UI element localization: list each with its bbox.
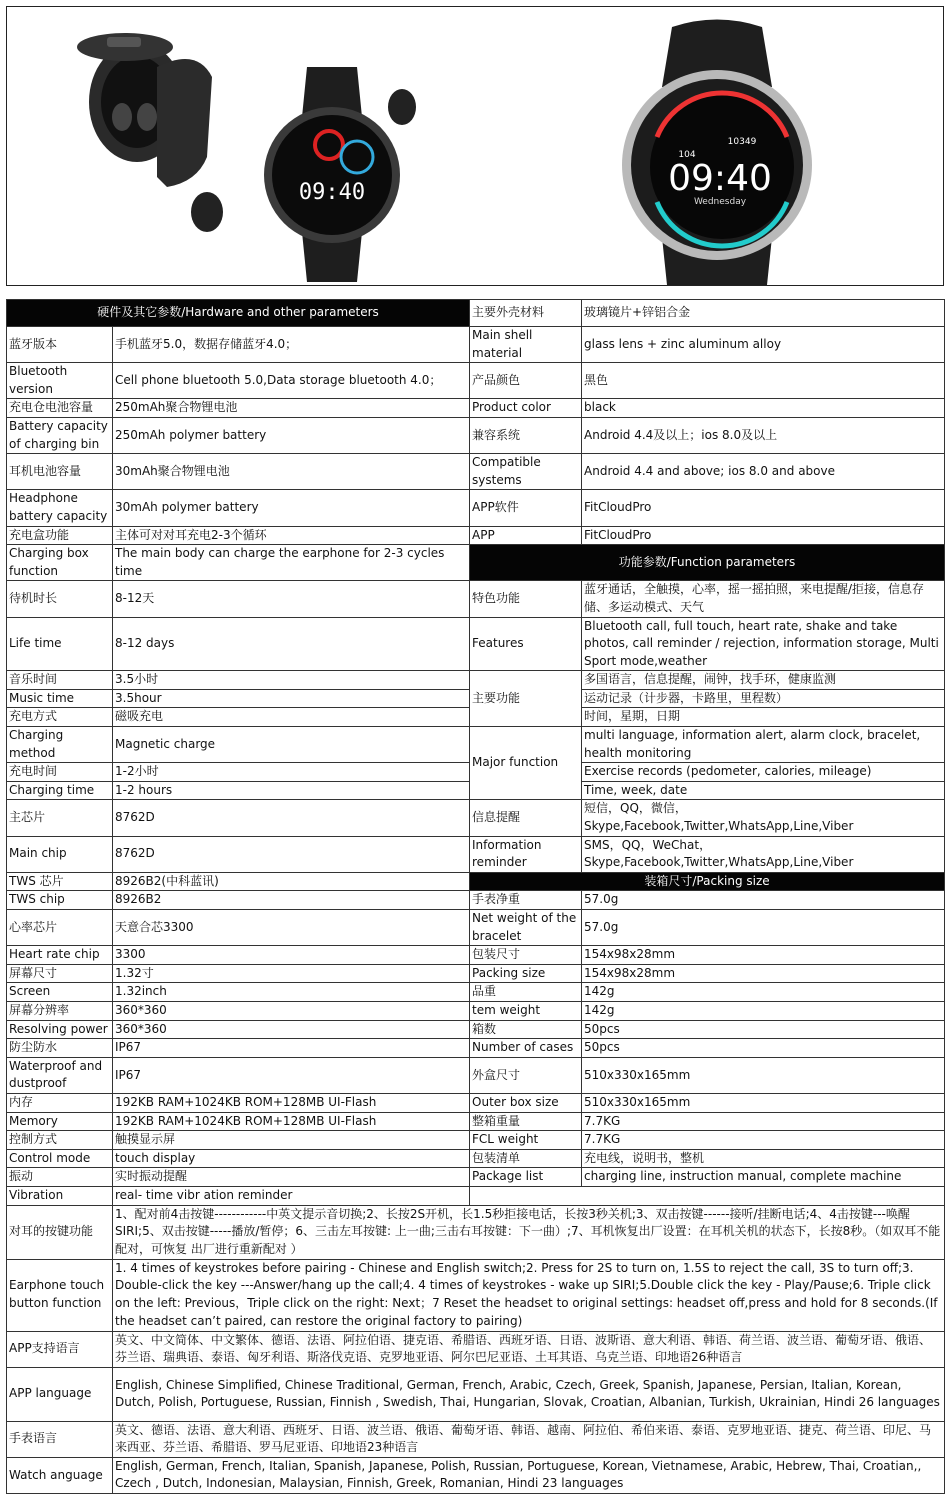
row-value: 8-12 days [113,617,470,671]
row-value: 3.5小时 [113,671,470,690]
row-label: 整箱重量 [470,1112,582,1131]
row-value: 1、配对前4击按键------------中英文提示音切换;2、长按2S开机，长1.5秒拒接电话，长按3秒关机;3、双击按键------接听/挂断电话;4、4击按键---唤醒SIRI;5、双击按键-----播放/暂停；6、三击左耳按键: 上一曲;三击右耳按键：下一曲）;7、耳机恢复出厂设置：在耳机关机的状态下，长按8秒。（如双耳不能配对，可恢复 出厂进行重新配对 ） [113,1205,945,1259]
row-value: Time, week, date [582,781,945,800]
photo-watch-front [472,7,943,285]
row-label: APP支持语言 [7,1331,113,1367]
heart-rate-readout: 104 [678,150,696,160]
steps-readout: 10349 [727,137,757,147]
table-row [7,1149,945,1168]
row-value: Cell phone bluetooth 5.0,Data storage bluetooth 4.0； [113,363,470,399]
row-label: Features [470,617,582,671]
row-value: 手机蓝牙5.0，数据存储蓝牙4.0； [113,327,470,363]
row-label: Headphone battery capacity [7,490,113,526]
row-value: 250mAh聚合物锂电池 [113,399,470,418]
row-value: 142g [582,983,945,1002]
table-row [7,581,945,617]
row-label: 充电仓电池容量 [7,399,113,418]
row-value: 1-2小时 [113,763,470,782]
row-value: 360*360 [113,1020,470,1039]
row-label: 包装清单 [470,1149,582,1168]
row-value: 实时振动提醒 [113,1168,470,1187]
row-label: Product color [470,399,582,418]
row-value: 7.7KG [582,1131,945,1150]
row-label: 防尘防水 [7,1039,113,1058]
row-label: 控制方式 [7,1131,113,1150]
row-value: 8762D [113,800,470,836]
row-value: 50pcs [582,1020,945,1039]
row-label: Music time [7,689,113,708]
row-value: charging line, instruction manual, complete machine [582,1168,945,1187]
row-label: 耳机电池容量 [7,454,113,490]
table-row [7,617,945,671]
row-label: Life time [7,617,113,671]
row-label: Charging time [7,781,113,800]
row-value: 510x330x165mm [582,1093,945,1112]
row-value: 磁吸充电 [113,708,470,727]
row-value: glass lens + zinc aluminum alloy [582,327,945,363]
row-label: Battery capacity of charging bin [7,417,113,453]
row-label: 内存 [7,1093,113,1112]
row-label: Main shell material [470,327,582,363]
row-label: Net weight of the bracelet [470,910,582,946]
row-value: 1. 4 times of keystrokes before pairing - Chinese and English switch;2. Press for 2S to turn on, 1.5S to reject the call, 3S to turn off;3. Double-click the key ---Answer/hang up the call;4. 4 times of keystrokes - wake up SIRI;5.Double click the key - Play/Pause;6. Triple click on the left: Previous，Triple click on the right: Next；7 Reset the headset to original settings: headset off,press and hold for 8 seconds.(If the headset can’t paired, can restore the original factory to pairing) [113,1259,945,1331]
table-row [7,671,945,690]
table-row [7,1457,945,1493]
row-label: 屏幕尺寸 [7,964,113,983]
row-label: 主芯片 [7,800,113,836]
main-watch-image [264,67,400,282]
table-row [7,910,945,946]
product-photos [6,6,944,286]
left-watch-time: 09:40 [298,180,366,205]
row-label: Screen [7,983,113,1002]
row-label: Vibration [7,1186,113,1205]
row-label: 充电方式 [7,708,113,727]
row-label: Package list [470,1168,582,1187]
row-label: 充电盒功能 [7,526,113,545]
row-label: 对耳的按键功能 [7,1205,113,1259]
row-value: SMS，QQ，WeChat，Skype,Facebook,Twitter,WhatsApp,Line,Viber [582,836,945,872]
table-row [7,1168,945,1187]
table-row [7,399,945,418]
row-label: FCL weight [470,1131,582,1150]
row-label: APP language [7,1367,113,1421]
row-value: 360*360 [113,1001,470,1020]
row-value: 英文、中文简体、中文繁体、德语、法语、阿拉伯语、捷克语、希腊语、西班牙语、日语、波斯语、意大利语、韩语、荷兰语、波兰语、葡萄牙语、俄语、芬兰语、瑞典语、泰语、匈牙利语、斯洛伐克语、克罗地亚语、阿尔巴尼亚语、土耳其语、乌克兰语、印地语26种语言 [113,1331,945,1367]
row-value: 7.7KG [582,1112,945,1131]
row-value: 充电线，说明书，整机 [582,1149,945,1168]
row-label: Charging box function [7,545,113,581]
table-row [7,964,945,983]
row-value: Bluetooth call, full touch, heart rate, shake and take photos, call reminder / rejection, information storage, Multi Sport mode,weather [582,617,945,671]
row-value: multi language, information alert, alarm clock, bracelet, health monitoring [582,727,945,763]
row-value: IP67 [113,1057,470,1093]
row-label: APP软件 [470,490,582,526]
row-label: TWS 芯片 [7,872,113,891]
right-watch-time: 09:40 [668,158,772,199]
row-value: 8926B2 [113,891,470,910]
row-label: Information reminder [470,836,582,872]
table-row [7,800,945,836]
row-label: APP [470,526,582,545]
row-value: Magnetic charge [113,727,470,763]
row-label: 兼容系统 [470,417,582,453]
table-row [7,545,945,581]
row-value: 8762D [113,836,470,872]
row-value: 1-2 hours [113,781,470,800]
row-value: 主体可对对耳充电2-3个循环 [113,526,470,545]
table-row [7,1367,945,1421]
table-row [7,417,945,453]
row-label: 包装尺寸 [470,946,582,965]
row-label: Number of cases [470,1039,582,1058]
table-row [7,490,945,526]
row-value: 154x98x28mm [582,964,945,983]
row-value: FitCloudPro [582,490,945,526]
row-value: FitCloudPro [582,526,945,545]
row-value: 多国语言，信息提醒，闹钟，找手环，健康监测 [582,671,945,690]
table-row [7,454,945,490]
row-value: English, Chinese Simplified, Chinese Traditional, German, French, Arabic, Czech, Greek, Spanish, Japanese, Persian, Italian, Korean, Dutch, Polish, Portuguese, Russian, Finnish , Swedish, Thai, Hungarian, Slovak, Croatian, Albanian, Turkish, Ukrainian, Hindi 26 languages [113,1367,945,1421]
row-value: 154x98x28mm [582,946,945,965]
row-label: 特色功能 [470,581,582,617]
row-value: 1.32inch [113,983,470,1002]
row-label: 待机时长 [7,581,113,617]
table-row [7,1112,945,1131]
open-watch-image [77,33,212,187]
row-value: English, German, French, Italian, Spanish, Japanese, Polish, Russian, Portuguese, Korean, Vietnamese, Arabic, Hebrew, Thai, Croatian,, Czech , Dutch, Indonesian, Malaysian, Finnish, Greek, Romanian, Hindi 23 languages [113,1457,945,1493]
row-value: 510x330x165mm [582,1057,945,1093]
row-label: 产品颜色 [470,363,582,399]
row-value: 57.0g [582,910,945,946]
row-label: Charging method [7,727,113,763]
row-value: 运动记录（计步器，卡路里，里程数） [582,689,945,708]
row-label: 音乐时间 [7,671,113,690]
table-row [7,872,945,891]
row-label: Heart rate chip [7,946,113,965]
table-row [7,1331,945,1367]
row-value: Android 4.4及以上；ios 8.0及以上 [582,417,945,453]
row-label: TWS chip [7,891,113,910]
table-row [7,1001,945,1020]
row-label: 蓝牙版本 [7,327,113,363]
row-value: 蓝牙通话，全触摸，心率，摇一摇拍照，来电提醒/拒接，信息存储、多运动模式、天气 [582,581,945,617]
photo-watch-with-earbuds [7,7,473,285]
row-value: touch display [113,1149,470,1168]
row-value: 黑色 [582,363,945,399]
table-row [7,363,945,399]
row-value: black [582,399,945,418]
table-row [7,526,945,545]
row-label: 屏幕分辨率 [7,1001,113,1020]
row-label: Compatible systems [470,454,582,490]
row-label: Earphone touch button function [7,1259,113,1331]
table-row [7,1020,945,1039]
row-value: 57.0g [582,891,945,910]
row-label: Outer box size [470,1093,582,1112]
row-label: 充电时间 [7,763,113,782]
row-label: 主要功能 [470,671,582,727]
table-row [7,1057,945,1093]
row-value: 30mAh polymer battery [113,490,470,526]
row-value: 天意合芯3300 [113,910,470,946]
row-label: Bluetooth version [7,363,113,399]
row-label: Waterproof and dustproof [7,1057,113,1093]
row-value: 30mAh聚合物锂电池 [113,454,470,490]
row-value: 50pcs [582,1039,945,1058]
row-value: 142g [582,1001,945,1020]
row-value: 8-12天 [113,581,470,617]
row-value: Android 4.4 and above; ios 8.0 and above [582,454,945,490]
row-value: 3.5hour [113,689,470,708]
table-row [7,1259,945,1331]
row-value: 8926B2(中科蓝讯) [113,872,470,891]
row-label: Control mode [7,1149,113,1168]
row-value: 玻璃镜片+锌铝合金 [582,300,945,327]
row-label: 品重 [470,983,582,1002]
row-label: tem weight [470,1001,582,1020]
row-label: Memory [7,1112,113,1131]
row-label: 手表净重 [470,891,582,910]
table-row [7,1039,945,1058]
row-label: Watch anguage [7,1457,113,1493]
row-label: 手表语言 [7,1421,113,1457]
table-row [7,727,945,763]
row-value: 3300 [113,946,470,965]
row-label: Resolving power [7,1020,113,1039]
table-row [7,1186,945,1205]
row-label: 外盒尺寸 [470,1057,582,1093]
table-row [7,983,945,1002]
table-row [7,1421,945,1457]
row-value: 192KB RAM+1024KB ROM+128MB UI-Flash [113,1112,470,1131]
row-label: Main chip [7,836,113,872]
row-label: 心率芯片 [7,910,113,946]
row-label: Major function [470,727,582,800]
row-value: 250mAh polymer battery [113,417,470,453]
row-value: 英文、德语、法语、意大利语、西班牙、日语、波兰语、俄语、葡萄牙语、韩语、越南、阿拉伯、希伯来语、泰语、克罗地亚语、捷克、荷兰语、印尼、马来西亚、芬兰语、希腊语、罗马尼亚语、印地语23种语言 [113,1421,945,1457]
row-value: 短信，QQ，微信，Skype,Facebook,Twitter,WhatsApp,Line,Viber [582,800,945,836]
table-row [7,1131,945,1150]
packing-section-header: 装箱尺寸/Packing size [470,872,945,891]
row-label: 信息提醒 [470,800,582,836]
row-label: 箱数 [470,1020,582,1039]
weekday-readout: Wednesday [693,197,747,207]
table-row [7,946,945,965]
function-section-header: 功能参数/Function parameters [470,545,945,581]
row-label: Packing size [470,964,582,983]
row-value: Exercise records (pedometer, calories, mileage) [582,763,945,782]
row-value: 触摸显示屏 [113,1131,470,1150]
row-value: 1.32寸 [113,964,470,983]
table-row [7,1093,945,1112]
table-row [7,836,945,872]
row-value: 192KB RAM+1024KB ROM+128MB UI-Flash [113,1093,470,1112]
table-row [7,891,945,910]
row-value: 时间，星期，日期 [582,708,945,727]
table-row [7,1205,945,1259]
row-label: 振动 [7,1168,113,1187]
empty-cell [470,1186,945,1205]
table-row [7,327,945,363]
table-row [7,300,945,327]
hardware-section-header: 硬件及其它参数/Hardware and other parameters [7,300,470,327]
row-value: real- time vibr ation reminder [113,1186,470,1205]
row-value: IP67 [113,1039,470,1058]
row-label: 主要外壳材料 [470,300,582,327]
spec-table [6,299,945,1494]
row-value: The main body can charge the earphone for 2-3 cycles time [113,545,470,581]
